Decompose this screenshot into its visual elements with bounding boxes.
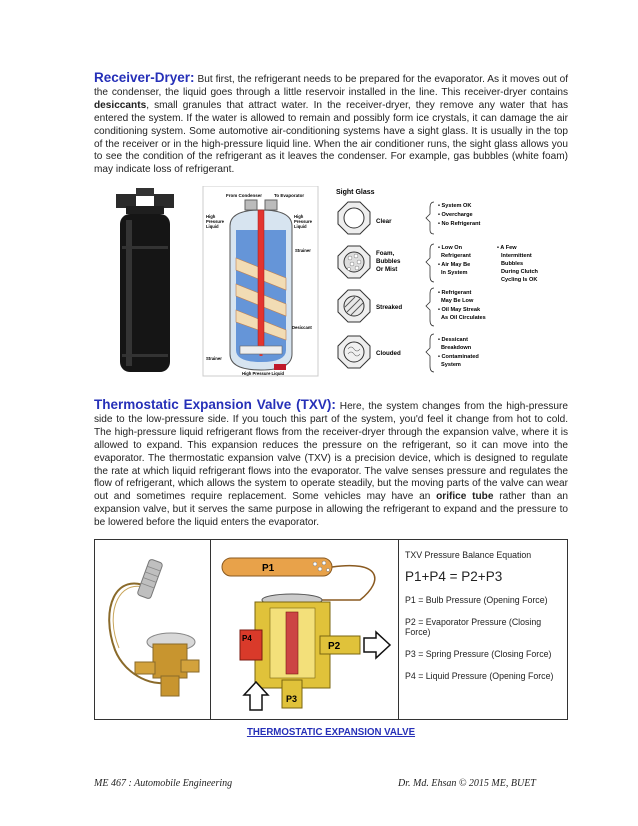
desiccants-term: desiccants	[94, 99, 147, 111]
sight-glass-chart	[336, 189, 538, 372]
from-condenser-label: From Condenser	[226, 193, 263, 198]
hp-liquid-left-2: Pressure	[206, 219, 224, 224]
clear-item-3: • No Refrigerant	[438, 221, 481, 227]
equation-line-p4: P4 = Liquid Pressure (Opening Force)	[405, 671, 554, 681]
desiccant-label: Desiccant	[292, 325, 312, 330]
orifice-tube-term: orifice tube	[436, 491, 494, 503]
streaked-item-2: May Be Low	[441, 298, 474, 304]
hp-liquid-right-3: Liquid	[294, 224, 307, 229]
hp-liquid-left-3: Liquid	[206, 224, 219, 229]
foam-extra-5: Cycling Is OK	[501, 277, 538, 283]
foam-extra-4: During Clutch	[501, 269, 538, 275]
receiver-dryer-paragraph	[94, 72, 568, 177]
foam-item-1: • Low On	[438, 245, 463, 251]
equation-line-p2: P2 = Evaporator Pressure (Closing Force)	[405, 617, 542, 637]
txv-cutaway-diagram	[210, 540, 398, 719]
p2-label: P2	[328, 641, 341, 652]
txv-text-1: Here, the system changes from the high-pressure side to the low-pressure side. If you touch this part of the system, you'd feel it change from hot to cold. The high-pressure liquid refrigerant flows from the receiver-dryer through the expansion valve, where it is allowed to expand. This expansion reduces the pressure on the refrigerant, so it can move into the evaporator. The thermostatic expansion valve (TXV) is a precision device, which is designed to regulate the rate at which liquid refrigerant flows into the evaporator. The valve senses pressure and regulates the flow of refrigerant, which allows the system to operate steadily, but the moving parts of the valve can wear out and sometimes require replacement. Some vehicles may have an	[94, 401, 568, 503]
equation-formula: P1+P4 = P2+P3	[405, 569, 503, 584]
foam-extra-3: Bubbles	[501, 261, 524, 267]
strainer-bottom-label: Strainer	[206, 356, 222, 361]
txv-photo-cell	[95, 540, 211, 719]
txv-figure-table	[94, 539, 568, 720]
hp-liquid-left-1: High	[206, 214, 216, 219]
sight-glass-row-streaked	[338, 288, 486, 326]
equation-line-p1: P1 = Bulb Pressure (Opening Force)	[405, 595, 548, 605]
foam-label-2: Bubbles	[376, 258, 401, 265]
equation-title: TXV Pressure Balance Equation	[405, 550, 532, 560]
sight-glass-title: Sight Glass	[336, 189, 375, 196]
foam-extra-1: • A Few	[497, 245, 517, 251]
receiver-cutaway-diagram	[203, 186, 318, 376]
streaked-item-4: As Oil Circulates	[441, 315, 486, 321]
p4-label: P4	[242, 634, 252, 643]
clouded-label: Clouded	[376, 350, 401, 357]
receiver-dryer-heading: Receiver-Dryer:	[94, 70, 195, 85]
hp-liquid-right-2: Pressure	[294, 219, 312, 224]
receiver-text-2: , small granules that attract water. In the receiver-dryer, they remove any water that has entered the system. If the water is allowed to remain and possibly form ice crystals, it can damage the air conditioning system. Some automotive air-conditioning systems have a sight glass. It is usually in the top of the receiver or in the high-pressure liquid line. When the air conditioner runs, the sight glass allows you to see the condition of the refrigerant as it leaves the condenser. For example, gas bubbles (white foam) may indicate loss of refrigerant.	[94, 99, 568, 176]
sight-glass-row-clear	[338, 202, 481, 234]
sight-glass-row-foam	[338, 244, 538, 283]
clear-label: Clear	[376, 218, 392, 225]
footer-author: Dr. Md. Ehsan © 2015 ME, BUET	[398, 778, 536, 789]
receiver-text-1: But first, the refrigerant needs to be prepared for the evaporator. As it moves out of the condenser, the liquid goes through a little reservoir installed in the line. This receiver-dryer contains	[94, 74, 568, 98]
footer-course: ME 467 : Automobile Engineering	[94, 778, 233, 789]
p3-label: P3	[286, 694, 298, 704]
txv-caption: THERMOSTATIC EXPANSION VALVE	[246, 727, 416, 738]
foam-extra-2: Intermittent	[501, 253, 532, 259]
clear-item-1: • System OK	[438, 203, 472, 209]
hp-liquid-right-1: High	[294, 214, 304, 219]
to-evaporator-label: To Evaporator	[274, 193, 305, 198]
streaked-item-1: • Refrigerant	[438, 290, 472, 296]
foam-label-3: Or Mist	[376, 266, 398, 273]
receiver-dryer-photo	[116, 188, 174, 372]
strainer-right-label: Strainer	[295, 248, 311, 253]
foam-item-4: In System	[441, 270, 468, 276]
receiver-dryer-figure	[108, 186, 538, 386]
foam-label-1: Foam,	[376, 250, 395, 257]
clouded-item-1: • Dessicant	[438, 337, 468, 343]
streaked-item-3: • Oil May Streak	[438, 307, 481, 313]
clouded-item-2: Breakdown	[441, 345, 472, 351]
clouded-item-4: System	[441, 362, 461, 368]
txv-equation-cell	[399, 540, 567, 719]
txv-text-2: rather than an expansion valve, but it serves the same purpose in allowing the refrigerant to expand and the pressure to be lowered before the liquid enters the evaporator.	[94, 491, 568, 529]
equation-line-p3: P3 = Spring Pressure (Closing Force)	[405, 649, 552, 659]
foam-item-2: Refrigerant	[441, 253, 471, 259]
clouded-item-3: • Contaminated	[438, 354, 479, 360]
legend-hp-liquid: High Pressure Liquid	[242, 371, 285, 376]
p1-label: P1	[262, 563, 275, 574]
foam-item-3: • Air May Be	[438, 262, 471, 268]
sight-glass-row-clouded	[338, 334, 479, 372]
txv-photo	[95, 540, 210, 719]
clear-item-2: • Overcharge	[438, 212, 473, 218]
txv-cutaway-cell	[210, 540, 399, 719]
txv-paragraph	[94, 399, 568, 530]
txv-heading: Thermostatic Expansion Valve (TXV):	[94, 397, 336, 412]
streaked-label: Streaked	[376, 304, 403, 311]
